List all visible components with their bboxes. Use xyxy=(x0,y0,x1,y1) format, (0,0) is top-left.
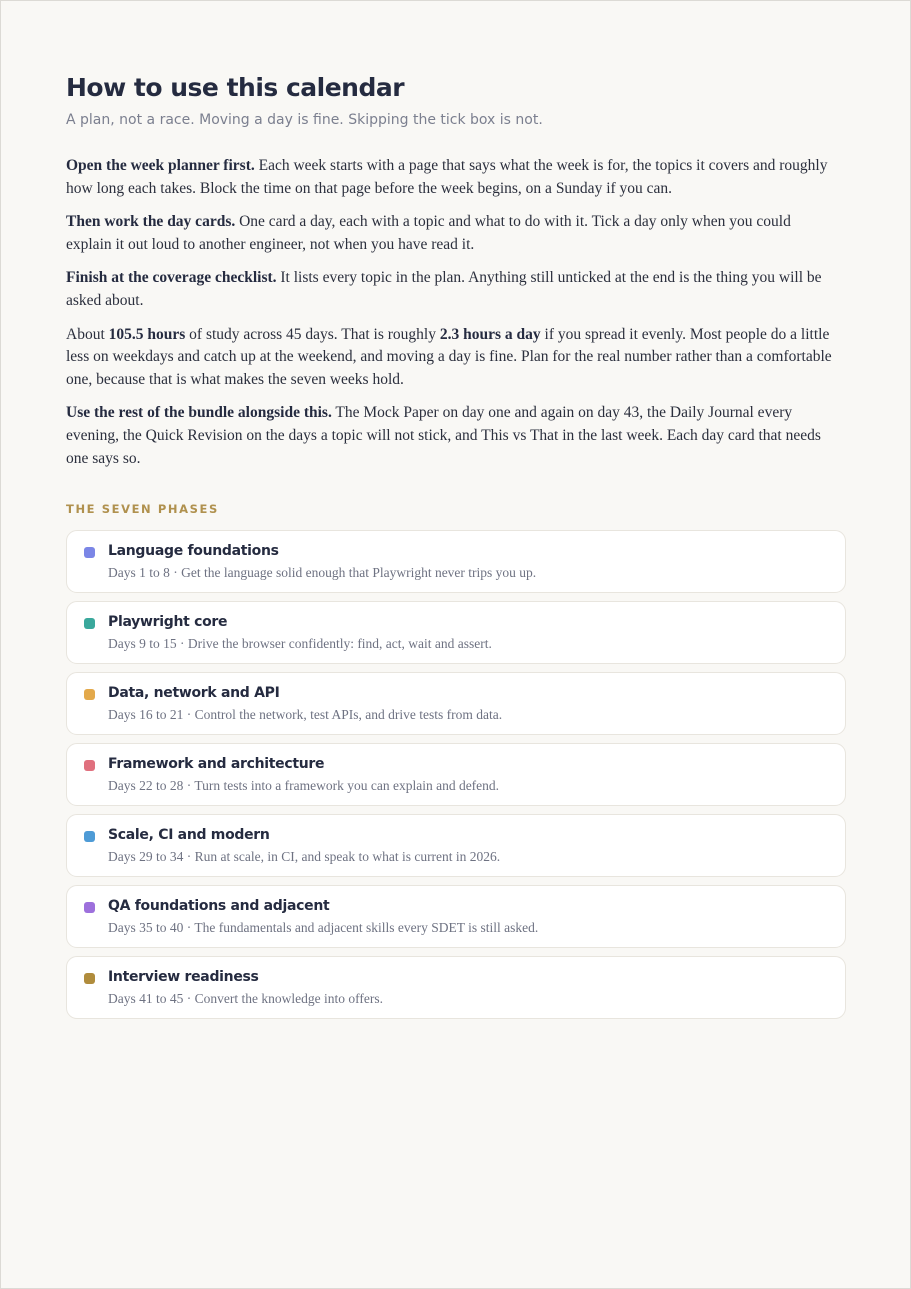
phase-description: Days 1 to 8 · Get the language solid enough that Playwright never trips you up. xyxy=(108,565,537,580)
paragraph-body: Each week starts with a page that says what the week is for, the topics it covers and roughly how long each takes. Block the time on that page before the week begins, on a Sunday if you can. xyxy=(66,157,828,197)
phase-description: Days 35 to 40 · The fundamentals and adjacent skills every SDET is still asked. xyxy=(108,920,539,935)
phase-name: Data, network and API xyxy=(108,685,280,701)
paragraph-body: One card a day, each with a topic and what to do with it. Tick a day only when you could explain it out loud to another engineer, not when you have read it. xyxy=(66,213,791,253)
paragraph-lead: Open the week planner first. xyxy=(66,157,255,174)
phase-card xyxy=(66,601,846,664)
phase-name: Scale, CI and modern xyxy=(108,827,270,843)
paragraph-text: if you spread it evenly. Most people do a little less on weekdays and catch up at the weekend, and moving a day is fine. Plan for the real number rather than a comfortable one, because that is what makes the seven weeks hold. xyxy=(66,325,832,388)
paragraph-day-cards xyxy=(66,211,838,256)
phase-description: Days 41 to 45 · Convert the knowledge into offers. xyxy=(108,991,383,1006)
paragraph-lead: Finish at the coverage checklist. xyxy=(66,269,277,287)
phase-color-dot xyxy=(84,902,95,913)
phase-name: Language foundations xyxy=(108,543,279,559)
paragraph-week-planner xyxy=(66,155,838,200)
phase-description: Days 9 to 15 · Drive the browser confidently: find, act, wait and assert. xyxy=(108,636,492,651)
page-title: How to use this calendar xyxy=(66,73,405,102)
phase-color-dot xyxy=(84,831,95,842)
paragraph-bundle xyxy=(66,402,838,470)
phase-description: Days 29 to 34 · Run at scale, in CI, and speak to what is current in 2026. xyxy=(108,849,501,864)
phase-color-dot xyxy=(84,689,95,700)
phase-card xyxy=(66,814,846,877)
phase-card xyxy=(66,672,846,735)
phases-heading: THE SEVEN PHASES xyxy=(66,502,219,516)
phase-description: Days 22 to 28 · Turn tests into a framework you can explain and defend. xyxy=(108,778,500,793)
phase-list xyxy=(66,530,846,1027)
phase-color-dot xyxy=(84,618,95,629)
phase-name: Playwright core xyxy=(108,614,228,630)
page-subtitle: A plan, not a race. Moving a day is fine. Skipping the tick box is not. xyxy=(66,112,543,128)
phase-name: QA foundations and adjacent xyxy=(108,898,330,914)
daily-hours: 2.3 hours a day xyxy=(439,325,541,343)
phase-color-dot xyxy=(84,760,95,771)
phase-name: Interview readiness xyxy=(108,969,259,985)
total-hours: 105.5 hours xyxy=(108,325,186,343)
phase-card xyxy=(66,530,846,593)
phase-color-dot xyxy=(84,547,95,558)
phase-card xyxy=(66,743,846,806)
paragraph-study-hours xyxy=(66,324,838,392)
paragraph-body: It lists every topic in the plan. Anything still unticked at the end is the thing you will be asked about. xyxy=(66,269,822,309)
paragraph-lead: Use the rest of the bundle alongside this. xyxy=(66,404,332,422)
phase-card xyxy=(66,885,846,948)
phase-description: Days 16 to 21 · Control the network, test APIs, and drive tests from data. xyxy=(108,707,503,722)
paragraph-text: of study across 45 days. That is roughly xyxy=(185,325,440,343)
phase-color-dot xyxy=(84,973,95,984)
phase-card xyxy=(66,956,846,1019)
paragraph-body: The Mock Paper on day one and again on day 43, the Daily Journal every evening, the Quick Revision on the days a topic will not stick, and This vs That in the last week. Each day card that needs one says so. xyxy=(66,404,821,467)
paragraph-text: About xyxy=(66,325,109,343)
instructions xyxy=(66,155,838,481)
phase-name: Framework and architecture xyxy=(108,756,325,772)
paragraph-coverage-checklist xyxy=(66,267,838,312)
paragraph-lead: Then work the day cards. xyxy=(66,213,236,231)
